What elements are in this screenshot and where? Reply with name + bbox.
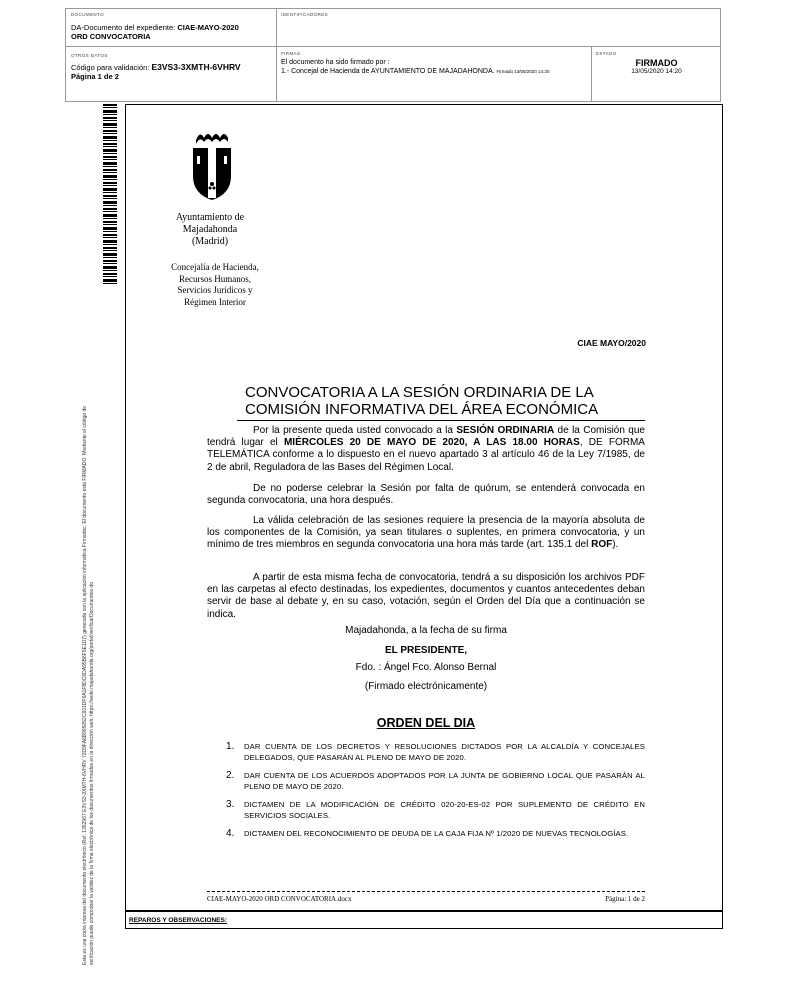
place-date: Majadahonda, a la fecha de su firma (345, 625, 507, 636)
agenda-item (222, 800, 645, 821)
document-header (65, 8, 721, 102)
firma-fecha: Firmado 13/05/2020 14:20 (496, 69, 550, 74)
margin-line-1: Esta es una copia impresa del documento electrónico (Ref: 1352967 E3VS3-3XMTH-6VHRV 72D9FA6B995052C601DF6A1F8DC6DA95B6F5E1D7) generada con la aplicación informática Firmadoc. El documento está FIRMADO. Mediante el código de (82, 405, 88, 965)
validation-code: E3VS3-3XMTH-6VHRV (151, 62, 241, 72)
department-name (140, 262, 290, 308)
agenda-item-text: DAR CUENTA DE LOS ACUERDOS ADOPTADOS POR LA JUNTA DE GOBIERNO LOCAL QUE PASARÁN AL PLENO DE MAYO DE 2020. (244, 771, 645, 791)
paragraph-validity (207, 515, 645, 552)
text-run: de la Comisión que tendrá lugar el (207, 425, 645, 449)
verification-margin-text (82, 305, 96, 965)
document-reference-code: CIAE MAYO/2020 (577, 338, 646, 348)
text-run: Por la presente queda usted convocado a la (253, 425, 457, 436)
status-block (593, 58, 720, 75)
signatures-block (281, 58, 591, 76)
paragraph-documents (207, 572, 645, 621)
paragraph-convocation (207, 425, 645, 474)
town-name (140, 212, 280, 248)
text-run: La válida celebración de las sesiones requiere la presencia de la mayoría absoluta de los componentes de la Comisión, ya sean titulares o suplentes, en primera convocatoria, y un mínimo de tres miembros en segunda convocatoria una hora más tarde (art. 135.1 del (207, 515, 645, 551)
reparos-section: REPAROS Y OBSERVACIONES: (125, 911, 723, 929)
text-run: , DE FORMA TELEMÁTICA conforme a lo dispuesto en el nuevo apartado 3 al artículo 46 de la Ley 7/1985, de 2 de abril, Reguladora de las Bases del Régimen Local. (207, 437, 645, 473)
session-type: SESIÓN ORDINARIA (456, 425, 555, 436)
session-date: MIÉRCOLES 20 DE MAYO DE 2020, A LAS 18.00 HORAS (283, 437, 580, 449)
codigo-prefix: Código para validación: (71, 63, 150, 72)
agenda-item-number: 1. (226, 741, 235, 752)
rof-reference: ROF (591, 539, 613, 551)
header-divider (66, 46, 720, 47)
header-divider (276, 9, 277, 101)
town-line: (Madrid) (191, 236, 229, 247)
status-date: 13/05/2020 14:20 (631, 68, 682, 75)
agenda-item-number: 2. (226, 770, 235, 781)
documento-label: DOCUMENTO (71, 12, 105, 17)
coat-of-arms-logo (188, 130, 236, 202)
margin-line-2: verificación puede comprobar la validez de la firma electrónica de los documentos firmados en la dirección web: https://sede.majadahonda.org/portal/verificarDocumentos.do (89, 582, 95, 965)
signer-name: Fdo. : Ángel Fco. Alonso Bernal (355, 662, 497, 673)
agenda-item-number: 3. (226, 799, 235, 810)
agenda-item-text: DICTAMEN DEL RECONOCIMIENTO DE DEUDA DE LA CAJA FIJA Nº 1/2020 DE NUEVAS TECNOLOGÍAS. (244, 829, 629, 838)
validation-code-block (71, 63, 271, 81)
agenda-item-text: DAR CUENTA DE LOS DECRETOS Y RESOLUCIONES DICTADOS POR LA ALCALDÍA Y CONCEJALES DELEGADOS, QUE PASARÁN AL PLENO DE MAYO DE 2020. (244, 742, 645, 762)
document-reference (71, 23, 271, 41)
otros-datos-label: OTROS DATOS (71, 53, 108, 58)
department-line: Recursos Humanos, (179, 273, 251, 284)
firma-line (281, 67, 591, 76)
estado-label: ESTADO (596, 51, 617, 56)
paragraph-quorum (207, 483, 645, 507)
agenda-item-text: DICTAMEN DE LA MODIFICACIÓN DE CRÉDITO 020-20-ES-02 POR SUPLEMENTO DE CRÉDITO EN SERVICIOS SOCIALES. (244, 800, 645, 820)
agenda-title: ORDEN DEL DIA (376, 716, 476, 730)
town-line: Ayuntamiento de (175, 212, 245, 223)
title-line: COMISIÓN INFORMATIVA DEL ÁREA ECONÓMICA (245, 401, 599, 418)
firma-signer: 1.- Concejal de Hacienda de AYUNTAMIENTO DE MAJADAHONDA. (281, 68, 495, 75)
title-line: CONVOCATORIA A LA SESIÓN ORDINARIA DE LA (245, 384, 594, 401)
text-run: De no poderse celebrar la Sesión por falta de quórum, se entenderá convocada en segunda convocatoria, una hora después. (207, 483, 645, 507)
identificadores-label: IDENTIFICADORES (281, 12, 329, 17)
town-line: Majadahonda (182, 224, 238, 235)
text-run: A partir de esta misma fecha de convocatoria, tendrá a su disposición los archivos PDF en las carpetas al efecto destinadas, los expedientes, documentos y cuantos antecedentes deban servir de base al debate y, en su caso, votación, según el Orden del Día que a continuación se indica. (207, 572, 645, 620)
firma-intro: El documento ha sido firmado por : (281, 59, 390, 66)
agenda-item (222, 829, 645, 840)
footer-filename: CIAE-MAYO-2020 ORD CONVOCATORIA.docx (207, 895, 352, 903)
signed-note: (Firmado electrónicamente) (364, 681, 488, 692)
doc-line2: ORD CONVOCATORIA (71, 32, 151, 41)
status-badge: FIRMADO (635, 58, 678, 68)
text-run: ). (612, 539, 619, 551)
footer-page: Página: 1 de 2 (605, 895, 645, 903)
agenda-item (222, 742, 645, 763)
title-underline (237, 420, 645, 421)
president-label: EL PRESIDENTE, (384, 645, 468, 656)
agenda-list (222, 742, 645, 848)
doc-expediente: CIAE-MAYO-2020 (177, 23, 239, 32)
doc-prefix: DA-Documento del expediente: (71, 23, 176, 32)
agenda-item-number: 4. (226, 828, 235, 839)
footer-rule (207, 891, 645, 892)
department-line: Concejalía de Hacienda, (171, 262, 259, 272)
header-divider (591, 47, 592, 101)
agenda-item (222, 771, 645, 792)
page-indicator: Página 1 de 2 (71, 72, 119, 81)
firmas-label: FIRMAS (281, 51, 301, 56)
page-title (245, 384, 645, 418)
barcode (103, 104, 117, 284)
department-line: Régimen Interior (184, 296, 246, 307)
department-line: Servicios Jurídicos y (177, 285, 253, 295)
